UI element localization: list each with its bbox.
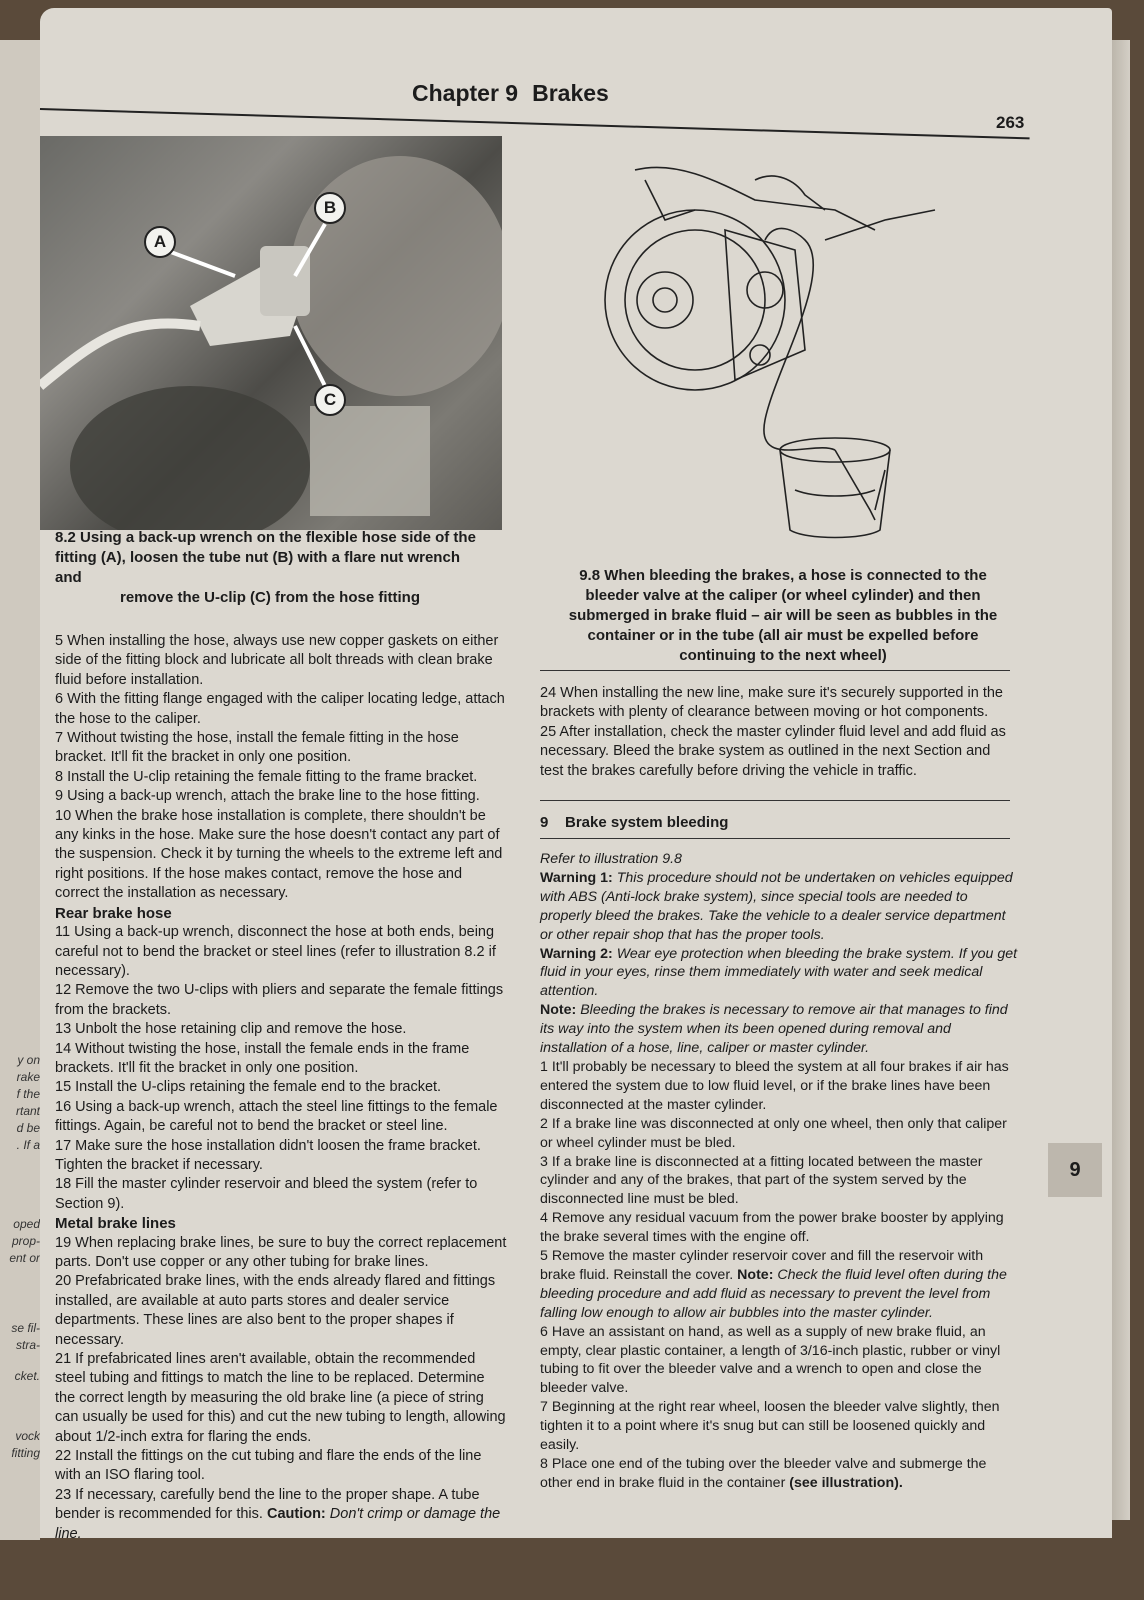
para-23: 23 If necessary, carefully bend the line to the proper shape. A tube bender is recommended for this. Caution: Don't crimp or damage the line. — [55, 1486, 501, 1542]
right-text-column — [540, 850, 1020, 1493]
warning-1: Warning 1: This procedure should not be undertaken on vehicles equipped with ABS (Anti-lock brake system), since special tools are needed to properly bleed the brakes. Take the vehicle to a dealer service department or other repair shop that has the proper tools. — [540, 869, 1013, 943]
para-24: 24 When installing the new line, make sure it's securely supported in the brackets with plenty of clearance between moving or hot components. — [540, 685, 1003, 721]
chapter-tab: 9 — [1048, 1143, 1102, 1197]
left-text-column — [55, 632, 507, 1544]
refer-illustration: Refer to illustration 9.8 — [540, 851, 682, 867]
para-7: 7 Without twisting the hose, install the female fitting in the hose bracket. It'll fit the bracket in only one position. — [55, 730, 459, 766]
step-4: 4 Remove any residual vacuum from the power brake booster by applying the brake several times with the engine off. — [540, 1210, 1004, 1246]
rule-section-top — [540, 800, 1010, 801]
caption-8-2: 8.2 Using a back-up wrench on the flexible hose side of the fitting (A), loosen the tube nut (B) with a flare nut wrench and remove the U-clip (C) from the hose fitting — [55, 529, 476, 606]
right-text-top — [540, 684, 1015, 781]
page-number: 263 — [996, 113, 1025, 132]
para-18: 18 Fill the master cylinder reservoir and bleed the system (refer to Section 9). — [55, 1176, 478, 1212]
brake-bleeding-diagram — [575, 150, 955, 550]
para-11: 11 Using a back-up wrench, disconnect the hose at both ends, being careful not to bend the bracket or steel lines (refer to illustration 8.2 if necessary). — [55, 924, 496, 979]
para-10: 10 When the brake hose installation is complete, there shouldn't be any kinks in the hose. Make sure the hose doesn't contact any part of the suspension. Check it by turning the wheels to the extreme left and right positions. If the hose makes contact, remove the hose and correct the installation as necessary. — [55, 807, 503, 902]
subhead-metal-brake-lines: Metal brake lines — [55, 1215, 176, 1233]
step-2: 2 If a brake line was disconnected at only one wheel, then only that caliper or wheel cylinder must be bled. — [540, 1115, 1007, 1151]
step-8: 8 Place one end of the tubing over the bleeder valve and submerge the other end in brake fluid in the container (see illustration). — [540, 1456, 987, 1491]
facing-page-fragments-2: oped prop- ent or — [9, 1217, 40, 1265]
rule-top-right — [540, 670, 1010, 671]
para-17: 17 Make sure the hose installation didn't loosen the frame bracket. Tighten the bracket if necessary. — [55, 1137, 481, 1173]
para-21: 21 If prefabricated lines aren't available, obtain the recommended steel tubing and fittings to match the line to be replaced. Determine the correct length by measuring the old brake line (a piece of string can usually be used for this) and cut the new tubing to length, allowing about 1/2-inch extra for flaring the ends. — [55, 1351, 506, 1445]
chapter-label: Chapter 9 — [412, 80, 519, 106]
step-1: 1 It'll probably be necessary to bleed the system at all four brakes if air has entered the system due to low fluid level, or if the brake lines have been disconnected at the master cylinder. — [540, 1058, 1009, 1113]
callout-a: A — [144, 226, 176, 258]
para-13: 13 Unbolt the hose retaining clip and remove the hose. — [55, 1021, 407, 1038]
para-16: 16 Using a back-up wrench, attach the steel line fittings to the female fittings. Again, be careful not to bend the bracket or steel line. — [55, 1098, 498, 1135]
para-12: 12 Remove the two U-clips with pliers and separate the female fittings from the brackets. — [55, 982, 504, 1018]
facing-page-fragments-3: se fil- stra- — [11, 1321, 40, 1352]
step-7: 7 Beginning at the right rear wheel, loosen the bleeder valve slightly, then tighten it to a point where it's snug but can still be loosened quickly and easily. — [540, 1399, 1000, 1454]
facing-page — [0, 40, 40, 1540]
para-8: 8 Install the U-clip retaining the female fitting to the frame bracket. — [55, 768, 478, 785]
para-15: 15 Install the U-clips retaining the female end to the bracket. — [55, 1079, 442, 1096]
para-5: 5 When installing the hose, always use new copper gaskets on either side of the fitting block and lubricate all bolt threads with clean brake fluid before installation. — [55, 633, 499, 688]
facing-page-fragments-4: cket. — [14, 1369, 40, 1383]
photo-shapes — [40, 136, 502, 530]
section-heading: 9 Brake system bleeding — [540, 814, 729, 831]
callout-b: B — [314, 192, 346, 224]
note: Note: Bleeding the brakes is necessary to remove air that manages to find its way into the system when its been opened during removal and installation of a hose, line, caliper or master cylinder. — [540, 1002, 1008, 1057]
step-3: 3 If a brake line is disconnected at a fitting located between the master cylinder and any of the brakes, that part of the system served by the disconnected line must be bled. — [540, 1153, 983, 1208]
warning-2: Warning 2: Wear eye protection when bleeding the brake system. If you get fluid in your eyes, rinse them immediately with water and seek medical attention. — [540, 945, 1018, 1000]
para-20: 20 Prefabricated brake lines, with the ends already flared and fittings installed, are available at auto parts stores and dealer service departments. These lines are also bent to the proper shapes if necessary. — [55, 1273, 496, 1348]
para-6: 6 With the fitting flange engaged with the caliper locating ledge, attach the hose to the caliper. — [55, 691, 505, 727]
para-25: 25 After installation, check the master cylinder fluid level and add fluid as necessary. Bleed the brake system as outlined in the next Section and test the brakes carefully before driving the vehicle in traffic. — [540, 723, 1006, 779]
step-5: 5 Remove the master cylinder reservoir cover and fill the reservoir with brake fluid. Reinstall the cover. Note: Check the fluid level often during the bleeding procedure and add fluid as necessary to prevent the level from falling low enough to allow air bubbles into the master cylinder. — [540, 1248, 1007, 1321]
facing-page-fragments: y on rake f the rtant d be . If a — [15, 1053, 40, 1152]
facing-page-fragments-5: vock fitting — [11, 1429, 40, 1460]
photo-8-2 — [40, 136, 502, 530]
subhead-rear-brake-hose: Rear brake hose — [55, 904, 172, 922]
chapter-header — [412, 80, 609, 107]
step-6: 6 Have an assistant on hand, as well as a supply of new brake fluid, an empty, clear plastic container, a length of 3/16-inch plastic, rubber or vinyl tubing to fit over the bleeder valve and a wrench to open and close the bleeder valve. — [540, 1323, 1001, 1397]
para-22: 22 Install the fittings on the cut tubing and flare the ends of the line with an ISO flaring tool. — [55, 1448, 482, 1484]
callout-c: C — [314, 384, 346, 416]
para-9: 9 Using a back-up wrench, attach the brake line to the hose fitting. — [55, 788, 480, 805]
para-19: 19 When replacing brake lines, be sure to buy the correct replacement parts. Don't use copper or any other tubing for brake lines. — [55, 1234, 507, 1270]
rule-section-bottom — [540, 838, 1010, 839]
caption-9-8: 9.8 When bleeding the brakes, a hose is connected to the bleeder valve at the caliper (or wheel cylinder) and then submerged in brake fluid – air will be seen as bubbles in the container or in the tube (all air must be expelled before continuing to the next wheel) — [568, 567, 998, 664]
chapter-title: Brakes — [532, 80, 609, 106]
para-14: 14 Without twisting the hose, install the female ends in the frame brackets. It'll fit the bracket in only one position. — [55, 1040, 470, 1076]
